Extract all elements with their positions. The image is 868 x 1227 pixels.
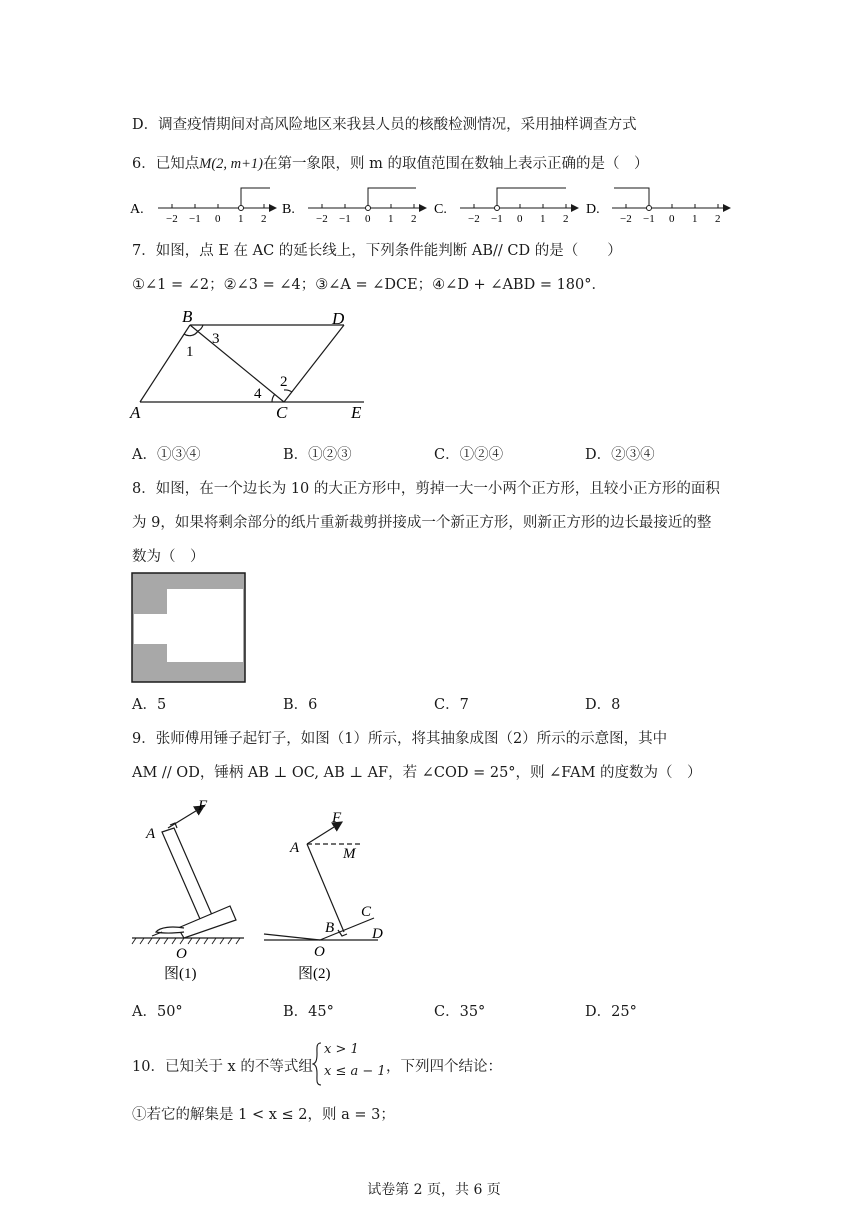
q9-option-b: B．45° (283, 1004, 334, 1020)
q7-angle-3: 3 (212, 331, 220, 347)
q10-sys-line1: x > 1 (324, 1042, 359, 1057)
q9-option-c: C．35° (434, 1004, 486, 1020)
q10-sys-line2: x ≤ a − 1 (324, 1064, 386, 1079)
q6-b-tick-0: 0 (365, 213, 371, 225)
q7-option-a: A．①③④ (132, 447, 201, 463)
q7-angle-2: 2 (280, 374, 288, 390)
page-footer: 试卷第 2 页，共 6 页 (367, 1182, 501, 1198)
q7-option-c: C．①②④ (434, 447, 504, 463)
q6-c-tick-m1: −1 (491, 213, 503, 225)
q9-fig2-label-b: B (325, 920, 335, 936)
q10-conclusion-1: ①若它的解集是 1 < x ≤ 2，则 a = 3； (132, 1107, 395, 1123)
q6-label-c: C. (434, 202, 447, 217)
q8-stem-line2: 为 9，如果将剩余部分的纸片重新裁剪拼接成一个新正方形，则新正方形的边长最接近的整 (132, 515, 712, 531)
q8-figure (131, 572, 247, 684)
q8-option-a: A．5 (132, 697, 167, 713)
q6-d-tick-1: 1 (692, 213, 698, 225)
q9-figures (126, 792, 396, 984)
q9-fig2-label-c: C (361, 904, 372, 920)
q6-d-tick-0: 0 (669, 213, 675, 225)
q9-option-d: D．25° (585, 1004, 637, 1020)
q6-b-tick-m1: −1 (339, 213, 351, 225)
q9-option-a: A．50° (132, 1004, 183, 1020)
q9-fig1-caption: 图(1) (164, 966, 197, 982)
q9-fig2-label-m: M (343, 846, 356, 862)
q6-a-tick-2: 2 (261, 213, 267, 225)
q7-option-b: B．①②③ (283, 447, 352, 463)
q9-stem-line2: AM // OD，锤柄 AB ⊥ OC, AB ⊥ AF，若 ∠COD = 25°，则 ∠FAM 的度数为（ ） (132, 765, 702, 781)
q6-stem-prefix: 6．已知点 (132, 156, 200, 172)
q6-a-tick-m1: −1 (189, 213, 201, 225)
q6-a-tick-1: 1 (238, 213, 244, 225)
q7-figure (126, 306, 376, 424)
q7-label-e: E (351, 403, 362, 422)
q6-d-tick-m2: −2 (620, 213, 632, 225)
q6-c-tick-m2: −2 (468, 213, 480, 225)
q6-a-tick-0: 0 (215, 213, 221, 225)
q9-fig1-label-o: O (176, 946, 187, 962)
q9-fig2-label-o: O (314, 944, 325, 960)
q8-stem-line1: 8．如图，在一个边长为 10 的大正方形中，剪掉一大一小两个正方形，且较小正方形的面积 (132, 481, 720, 497)
q6-label-b: B. (282, 202, 295, 217)
q9-fig2-label-d: D (372, 926, 383, 942)
q6-b-tick-2: 2 (411, 213, 417, 225)
q7-label-b: B (182, 307, 193, 326)
q6-b-tick-1: 1 (388, 213, 394, 225)
q7-label-c: C (276, 403, 288, 422)
q5-option-d: D．调查疫情期间对高风险地区来我县人员的核酸检测情况，采用抽样调查方式 (132, 117, 637, 133)
q9-fig1-label-a: A (146, 826, 156, 842)
q7-conditions: ①∠1 = ∠2；②∠3 = ∠4；③∠A = ∠DCE；④∠D + ∠ABD = 180°． (132, 277, 607, 293)
q7-option-d: D．②③④ (585, 447, 655, 463)
q6-d-tick-m1: −1 (643, 213, 655, 225)
q6-label-d: D. (586, 202, 600, 217)
q6-c-tick-1: 1 (540, 213, 546, 225)
q7-angle-1: 1 (186, 344, 194, 360)
q9-stem-line1: 9．张师傅用锤子起钉子，如图（1）所示，将其抽象成图（2）所示的示意图，其中 (132, 731, 668, 747)
q6-d-tick-2: 2 (715, 213, 721, 225)
q8-option-b: B．6 (283, 697, 318, 713)
q7-label-a: A (130, 403, 141, 422)
q6-a-tick-m2: −2 (166, 213, 178, 225)
q6-stem-suffix: 在第一象限，则 m 的取值范围在数轴上表示正确的是（ ） (262, 156, 649, 172)
q8-stem-line3: 数为（ ） (132, 549, 205, 565)
q9-fig1-label-f: F (198, 798, 208, 814)
q6-stem (132, 152, 648, 173)
q9-fig2-caption: 图(2) (298, 966, 331, 982)
q7-stem: 7．如图，点 E 在 AC 的延长线上，下列条件能判断 AB// CD 的是（ ） (132, 243, 622, 259)
q7-angle-4: 4 (254, 386, 262, 402)
q9-fig2-label-f: F (332, 810, 342, 826)
q10-stem-suffix: ，下列四个结论： (386, 1059, 502, 1075)
q9-fig2-label-a: A (290, 840, 300, 856)
q6-c-tick-2: 2 (563, 213, 569, 225)
q10-brace (312, 1042, 322, 1086)
q6-c-tick-0: 0 (517, 213, 523, 225)
q6-label-a: A. (130, 202, 144, 217)
q6-b-tick-m2: −2 (316, 213, 328, 225)
q8-option-c: C．7 (434, 697, 469, 713)
q10-stem-prefix: 10．已知关于 x 的不等式组 (132, 1059, 313, 1075)
q6-stem-point: M(2, m+1) (199, 156, 263, 172)
q6-number-lines (128, 180, 748, 226)
q7-label-d: D (332, 309, 345, 328)
q8-option-d: D．8 (585, 697, 621, 713)
